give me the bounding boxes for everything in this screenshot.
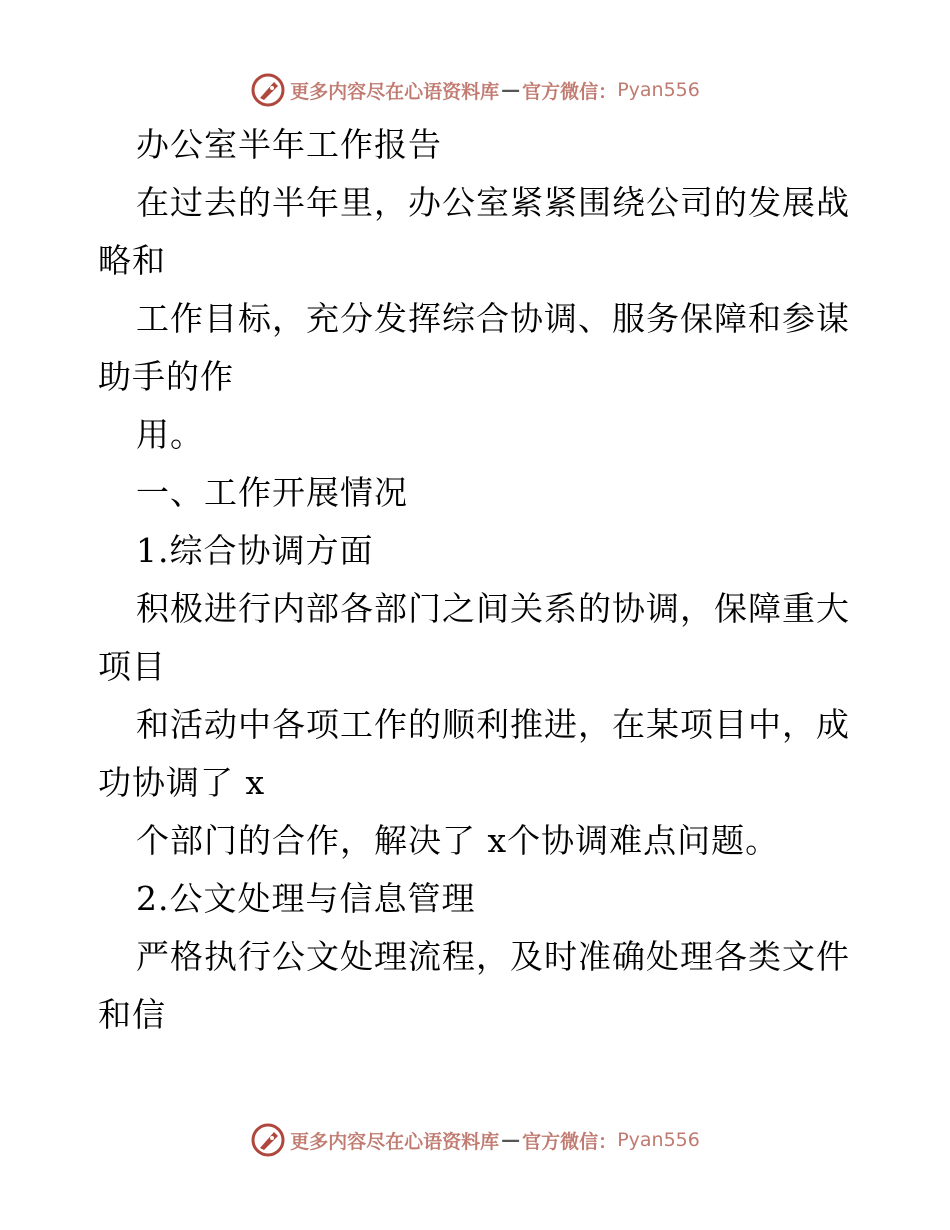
watermark-label: 官方微信： bbox=[522, 1130, 618, 1153]
paragraph-line: 功协调了 x bbox=[98, 763, 266, 802]
subsection-heading: 1.综合协调方面 bbox=[136, 531, 374, 570]
watermark-label: 官方微信： bbox=[522, 80, 618, 103]
watermark-text: 更多内容尽在心语资料库 bbox=[290, 1130, 500, 1153]
paragraph-line: 在过去的半年里，办公室紧紧围绕公司的发展战 bbox=[136, 183, 850, 222]
paragraph-line: 和活动中各项工作的顺利推进，在某项目中，成 bbox=[136, 705, 850, 744]
watermark-id: Pyan556 bbox=[617, 79, 700, 101]
watermark-dash: — bbox=[501, 79, 521, 101]
paragraph-line: 个部门的合作，解决了 x个协调难点问题。 bbox=[136, 821, 780, 860]
pen-nib-logo-icon bbox=[250, 72, 286, 108]
paragraph-line: 工作目标，充分发挥综合协调、服务保障和参谋 bbox=[136, 299, 850, 338]
pen-nib-logo-icon bbox=[250, 1122, 286, 1158]
header-watermark bbox=[0, 70, 950, 110]
watermark-text: 更多内容尽在心语资料库 bbox=[290, 80, 500, 103]
document-body bbox=[98, 116, 858, 1044]
watermark-id: Pyan556 bbox=[617, 1129, 700, 1151]
section-heading: 一、工作开展情况 bbox=[136, 473, 408, 512]
paragraph-line: 略和 bbox=[98, 241, 166, 280]
paragraph-line: 用。 bbox=[136, 415, 204, 454]
watermark-dash: — bbox=[501, 1129, 521, 1151]
paragraph-line: 严格执行公文处理流程，及时准确处理各类文件 bbox=[136, 937, 850, 976]
paragraph-line: 助手的作 bbox=[98, 357, 234, 396]
paragraph-line: 和信 bbox=[98, 995, 166, 1034]
document-title: 办公室半年工作报告 bbox=[136, 125, 442, 164]
subsection-heading: 2.公文处理与信息管理 bbox=[136, 879, 476, 918]
paragraph-line: 积极进行内部各部门之间关系的协调，保障重大 bbox=[136, 589, 850, 628]
paragraph-line: 项目 bbox=[98, 647, 166, 686]
footer-watermark bbox=[0, 1120, 950, 1160]
